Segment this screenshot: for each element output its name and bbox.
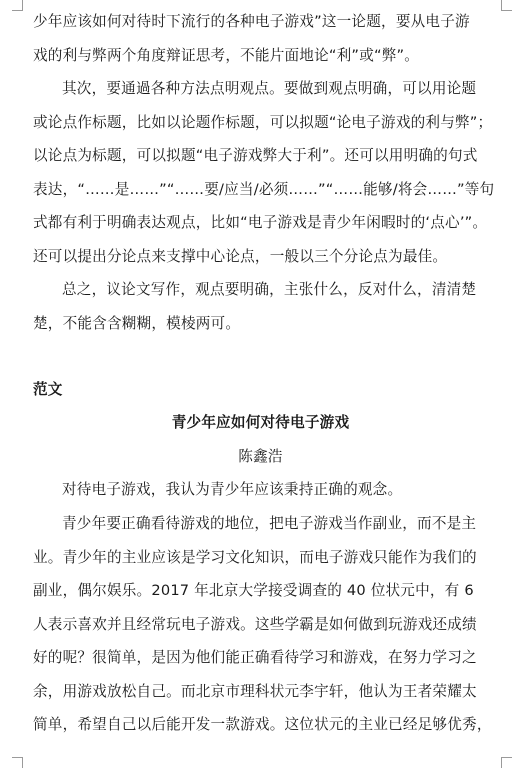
text-line: 表达，“……是……”“……要/应当/必须……”“……能够/将会……”等句	[33, 180, 495, 198]
essay-title: 青少年应如何对待电子游戏	[171, 414, 350, 431]
text-line: 青少年要正确看待游戏的地位，把电子游戏当作副业，而不是主	[62, 515, 477, 532]
text-line: 好的呢？很简单，是因为他们能正确看待学习和游戏，在努力学习之	[33, 649, 477, 666]
paragraph-3	[33, 273, 488, 340]
text-line: 戏的利与弊两个角度辩证思考，不能片面地论“利”或“弊”。	[33, 46, 420, 64]
essay-paragraph-1	[33, 473, 488, 507]
text-line: 余，用游戏放松自己。而北京市理科状元李宇轩，他认为王者荣耀太	[33, 682, 477, 700]
page-corner-mark-top-left	[12, 0, 23, 11]
section-heading: 范文	[33, 381, 63, 398]
essay-paragraph-2	[33, 507, 492, 742]
text-line: 式都有利于明确表达观点，比如“电子游戏是青少年闲暇时的‘点心’”。	[33, 214, 488, 231]
text-line: 以论点为标题，可以拟题“电子游戏弊大于利”。还可以用明确的句式	[33, 147, 478, 164]
page-corner-mark-bottom-right	[501, 757, 512, 768]
text-line: 少年应该如何对待时下流行的各种电子游戏”这一论题，要从电子游	[33, 13, 470, 30]
text-line: 人表示喜欢并且经常玩电子游戏。这些学霸是如何做到玩游戏还成绩	[33, 615, 477, 633]
text-line: 总之，议论文写作，观点要明确，主张什么，反对什么，清清楚	[62, 281, 477, 298]
text-line: 简单，希望自己以后能开发一款游戏。这位状元的主业已经足够优秀，	[33, 716, 492, 733]
paragraph-2	[33, 72, 495, 273]
essay-author: 陈鑫浩	[238, 447, 283, 465]
text-line: 业。青少年的主业应该是学习文化知识，而电子游戏只能作为我们的	[33, 548, 477, 566]
text-line: 还可以提出分论点来支撑中心论点，一般以三个分论点为最佳。	[33, 247, 448, 265]
page-corner-mark-bottom-left	[12, 757, 23, 768]
text-line: 对待电子游戏，我认为青少年应该秉持正确的观念。	[62, 481, 403, 498]
paragraph-1	[33, 5, 488, 72]
text-line: 或论点作标题，比如以论题作标题，可以拟题“论电子游戏的利与弊”；	[33, 113, 493, 131]
text-line: 楚，不能含含糊糊，模棱两可。	[33, 314, 241, 332]
section-heading-block	[33, 373, 488, 407]
text-line: 其次，要通過各种方法点明观点。要做到观点明确，可以用论题	[62, 80, 477, 97]
text-line: 副业，偶尔娱乐。2017 年北京大学接受调查的 40 位状元中，有 6	[33, 582, 474, 599]
page-corner-mark-top-right	[501, 0, 512, 11]
essay-header	[33, 406, 488, 473]
